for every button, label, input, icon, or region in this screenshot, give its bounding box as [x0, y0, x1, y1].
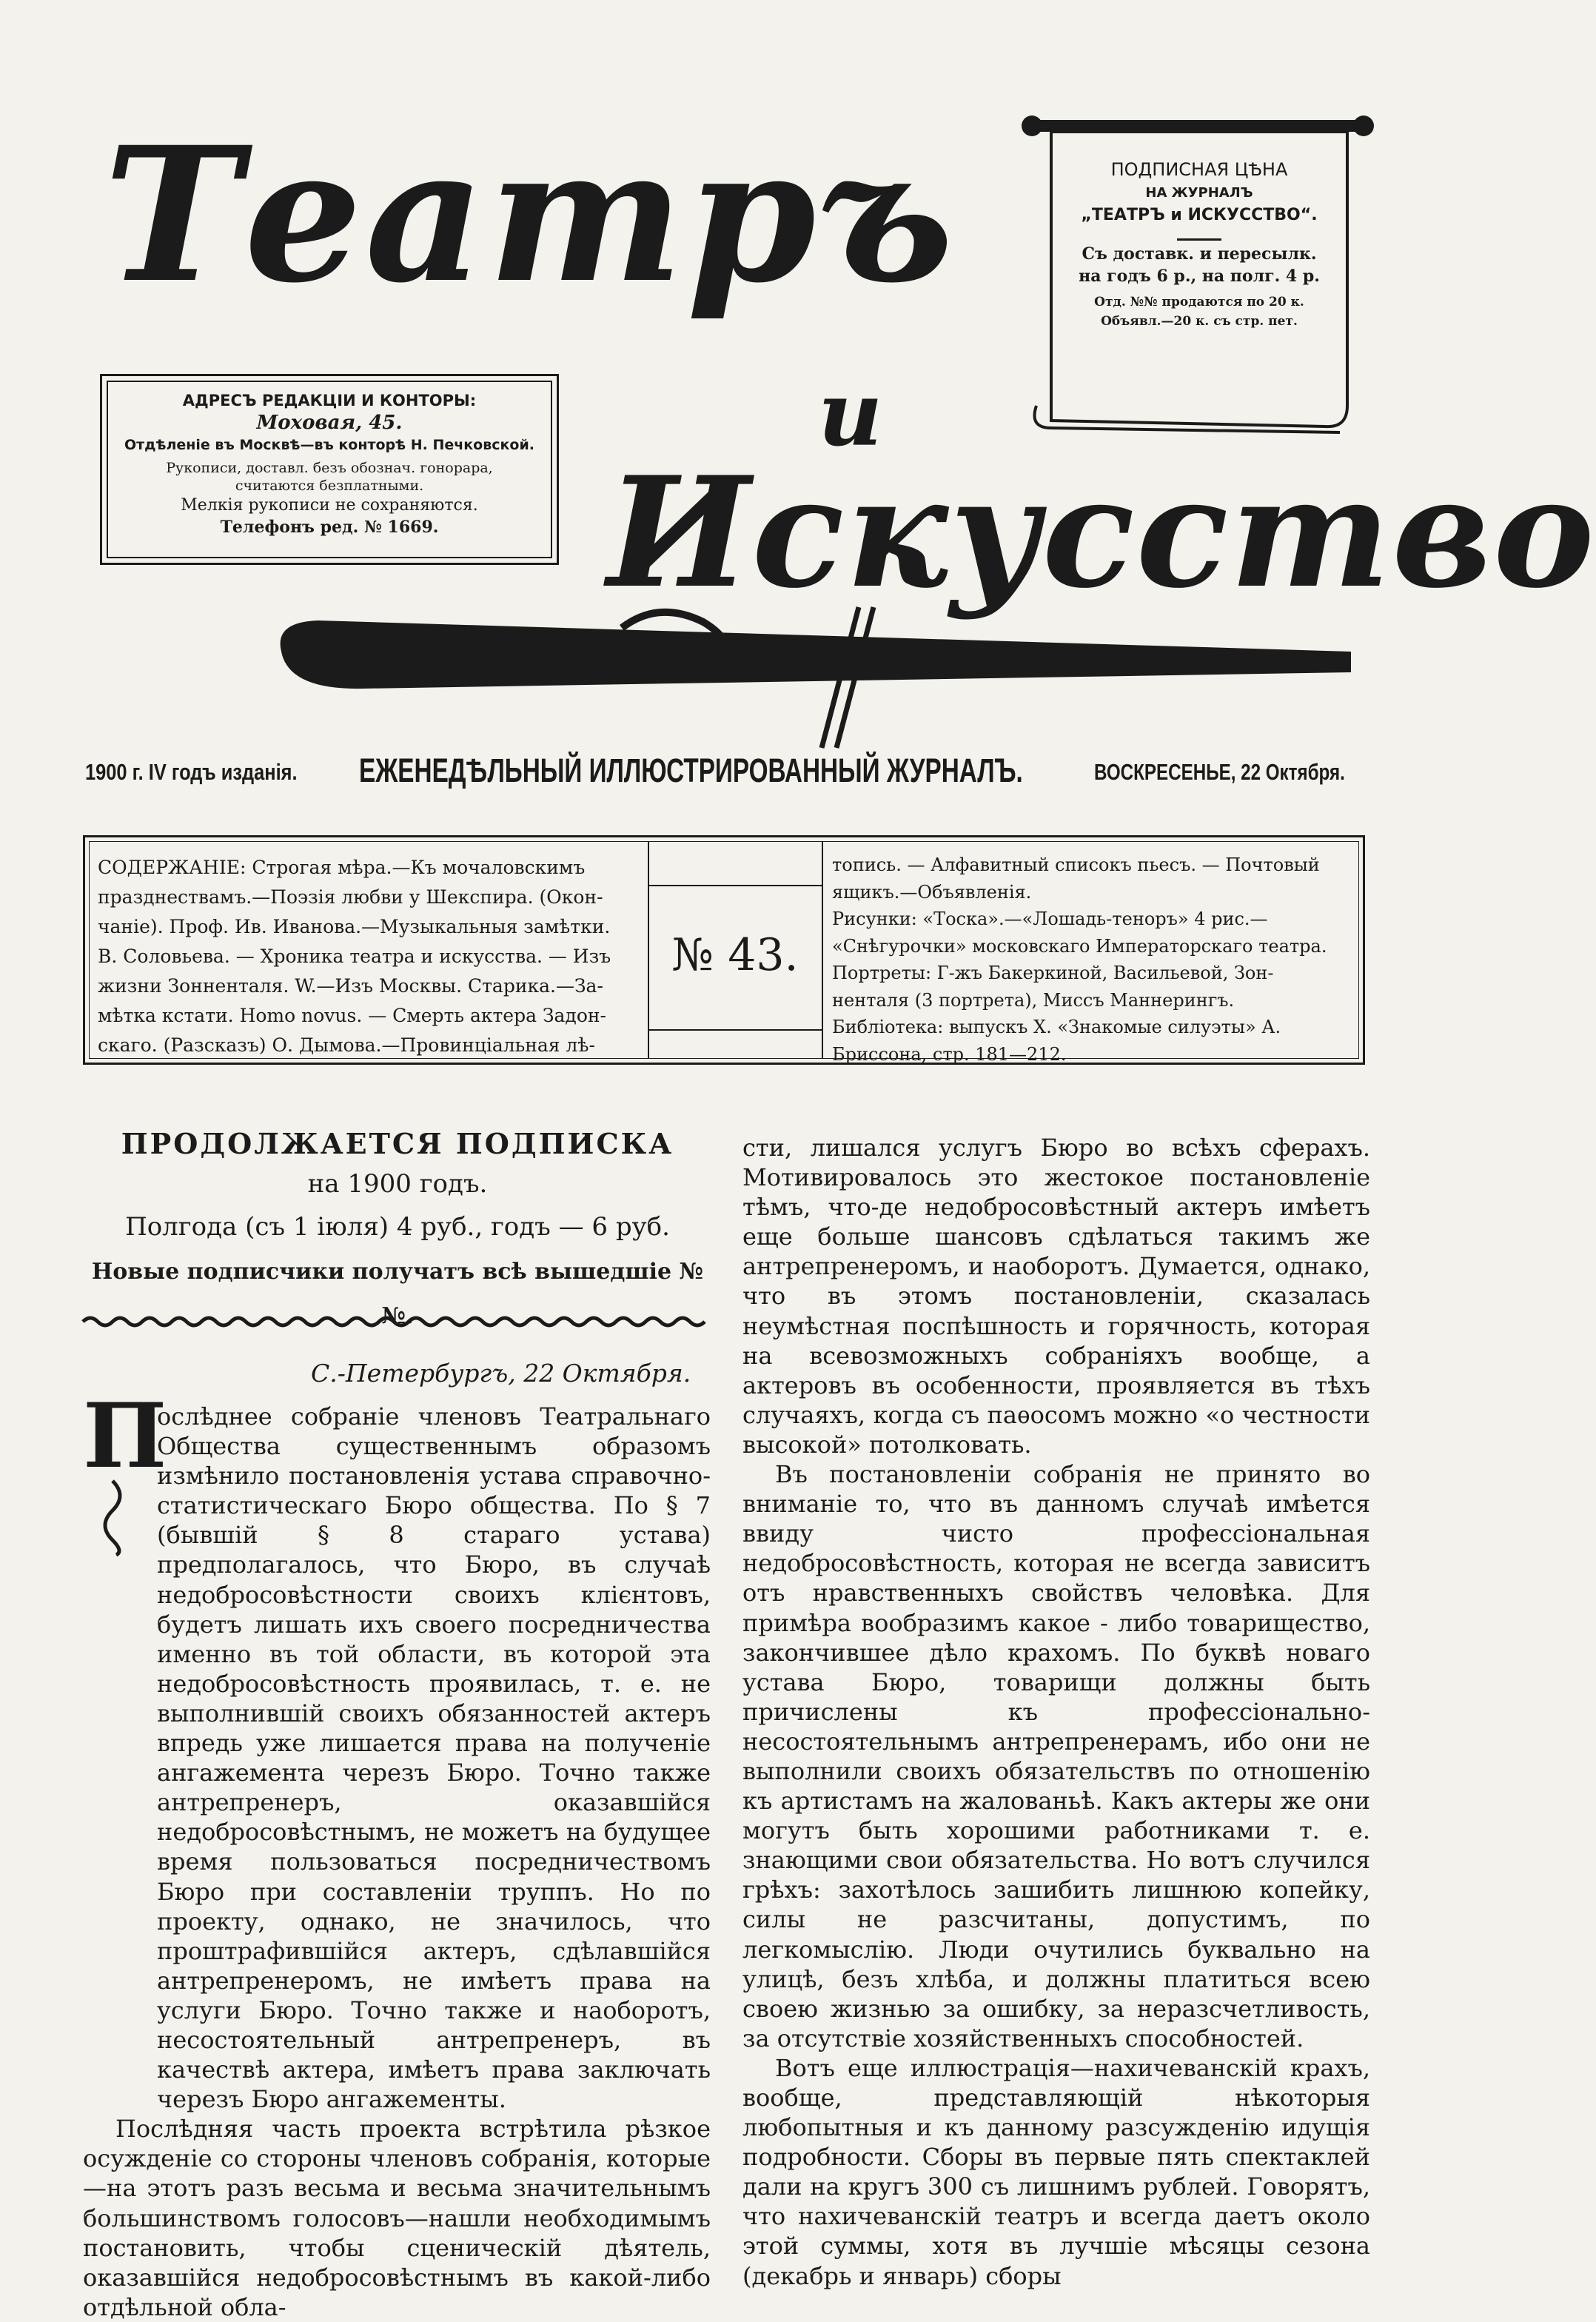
- scroll-knob-left: [1022, 116, 1042, 136]
- title-word-theatre: Театръ: [104, 106, 957, 324]
- contents-divider-left: [648, 841, 649, 1059]
- contents-divider-right: [822, 841, 823, 1059]
- subscription-notice: [83, 1124, 712, 1339]
- address-manuscripts-free: считаются безплатными.: [235, 478, 424, 495]
- flourish-swash: [281, 620, 1351, 689]
- article-dateline: С.-Петербургъ, 22 Октября.: [311, 1359, 691, 1388]
- address-moscow-office: Отдѣленіе въ Москвѣ—въ конторѣ Н. Печковской.: [124, 437, 534, 454]
- title-flourish-ornament: [274, 607, 1355, 755]
- contents-left-line: мѣтка кстати. Homo novus. — Смерть актера Задон-: [98, 1005, 606, 1026]
- price-heading: ПОДПИСНАЯ ЦѢНА: [1110, 159, 1288, 180]
- article-right-column: [742, 1133, 1370, 2291]
- subscription-note: Новые подписчики получатъ всѣ вышедшіе №№.: [91, 1259, 704, 1329]
- title-word-art: Искусство: [607, 444, 1596, 622]
- address-small-manuscripts: Мелкія рукописи не сохраняются.: [181, 496, 478, 515]
- contents-right-line: ненталя (3 портрета), Миссъ Маннерингъ.: [832, 989, 1235, 1011]
- dateline-subtitle: ЕЖЕНЕДѢЛЬНЫЙ ИЛЛЮСТРИРОВАННЫЙ ЖУРНАЛЪ.: [359, 752, 1023, 789]
- issue-number-rule-top: [648, 885, 822, 886]
- address-manuscripts-note: Рукописи, доставл. безъ обознач. гонорара,: [166, 459, 493, 476]
- contents-left-line: В. Соловьева. — Хроника театра и искусства. — Изъ: [98, 946, 611, 967]
- subscription-price: Полгода (съ 1 іюля) 4 руб., годъ — 6 руб.: [125, 1212, 670, 1242]
- address-heading: АДРЕСЪ РЕДАКЦІИ И КОНТОРЫ:: [182, 392, 477, 409]
- price-delivery-label: Съ доставк. и пересылк.: [1082, 244, 1317, 264]
- issue-number-rule-bottom: [648, 1029, 822, 1031]
- subscription-heading: ПРОДОЛЖАЕТСЯ ПОДПИСКА: [121, 1127, 674, 1160]
- contents-right-line: ящикъ.—Объявленія.: [832, 881, 1032, 903]
- address-box: [100, 374, 559, 565]
- contents-left-line: скаго. (Разсказъ) О. Дымова.—Провинціальная лѣ-: [98, 1034, 595, 1056]
- contents-left-column: [98, 853, 642, 1060]
- dateline-year: 1900 г. IV годъ изданія.: [85, 759, 298, 785]
- contents-right-line: Рисунки: «Тоска».—«Лошадь-теноръ» 4 рис.—: [832, 909, 1268, 929]
- article-left-column: [83, 1402, 711, 2322]
- price-journal-label: НА ЖУРНАЛЪ: [1145, 185, 1253, 201]
- contents-right-line: Библіотека: выпускъ X. «Знакомые силуэты» А.: [832, 1017, 1281, 1037]
- contents-right-line: Портреты: Г-жъ Бакеркиной, Васильевой, Зон-: [832, 963, 1274, 983]
- contents-left-line: жизни Зонненталя. W.—Изъ Москвы. Старика.—За-: [98, 975, 603, 997]
- article-paragraph: Въ постановленіи собранія не принято во вниманіе то, что въ данномъ случаѣ имѣется ввиду чисто профессіональная недобросовѣстность, которая не всегда зависитъ отъ нравственныхъ свойствъ человѣка. Для примѣра вообразимъ какое - либо товарищество, закончившее дѣло крахомъ. По буквѣ новаго устава Бюро, товарищи должны быть причислены къ профессіонально-несостоятельнымъ антрепренерамъ, ибо они не выполнили своихъ обязательствъ по отношенію къ артистамъ на жалованьѣ. Какъ актеры же они могутъ быть хорошими работниками т. е. знающими свои обязательства. Но вотъ случился грѣхъ: захотѣлось зашибить лишнюю копейку, силы не разсчитаны, допустимъ, по легкомыслію. Люди очутились буквально на улицѣ, безъ хлѣба, и должны платиться всею своею жизнью за ошибку, за неразсчетливость, за отсутствіе хозяйственныхъ способностей.: [742, 1460, 1370, 2052]
- article-paragraph: ослѣднее собраніе членовъ Театральнаго Общества существеннымъ образомъ измѣнило постановленія устава справочно-статистическаго Бюро общества. По § 7 (бывшій § 8 стараго устава) предполагалось, что Бюро, въ случаѣ недобросовѣстности своихъ клієнтовъ, будетъ лишать ихъ своего посредничества именно въ той области, въ которой эта недобросовѣстность проявилась, т. е. не выполнившій своихъ обязанностей актеръ впредь уже лишается права на полученіе ангажемента черезъ Бюро. Точно также антрепренеръ, оказавшійся недобросовѣстнымъ, не можетъ на будущее время пользоваться посредничествомъ Бюро при составленіи труппъ. Но по проекту, однако, не значилось, что проштрафившійся актеръ, сдѣлавшійся антрепренеромъ, не имѣетъ права на услуги Бюро. Точно также и наоборотъ, несостоятельный антрепренеръ, въ качествѣ актера, имѣетъ права заключать черезъ Бюро ангажементы.: [157, 1402, 711, 2114]
- contents-left-line: СОДЕРЖАНІЕ: Строгая мѣра.—Къ мочаловскимъ: [98, 857, 586, 878]
- address-street: Моховая, 45.: [256, 412, 403, 435]
- issue-number: № 43.: [671, 929, 799, 981]
- subscription-year: на 1900 годъ.: [307, 1169, 488, 1199]
- article-paragraph: Послѣдняя часть проекта встрѣтила рѣзкое осужденіе со стороны членовъ собранія, которые—на этотъ разъ весьма и весьма значительнымъ большинствомъ голосовъ—нашли необходимымъ постановить, чтобы сценическій дѣятель, оказавшійся недобросовѣстнымъ въ какой-либо отдѣльной обла-: [83, 2115, 711, 2321]
- contents-right-line: «Снѣгурочки» московскаго Императорскаго театра.: [832, 935, 1327, 957]
- wavy-divider-ornament: [83, 1314, 708, 1329]
- scroll-knob-right: [1353, 116, 1374, 136]
- address-telephone: Телефонъ ред. № 1669.: [220, 517, 439, 537]
- article-paragraph: сти, лишался услугъ Бюро во всѣхъ сферахъ. Мотивировалось это жестокое постановленіе тѣмъ, что-де недобросовѣстный актеръ имѣетъ еще больше шансовъ сдѣлаться такимъ же антрепренеромъ, и наоборотъ. Думается, однако, что въ этомъ постановленіи, сказалась неумѣстная поспѣшность и горячность, которая на всевозможныхъ собраніяхъ вообще, а актеровъ въ особенности, проявляется въ тѣхъ случаяхъ, когда съ паѳосомъ можно «о честности высокой» потолковать.: [742, 1134, 1370, 1459]
- contents-right-line: Бриссона, стр. 181—212.: [832, 1043, 1067, 1065]
- price-advertising: Объявл.—20 к. съ стр. пет.: [1101, 314, 1298, 329]
- drop-cap-letter: П: [83, 1384, 167, 1488]
- contents-right-line: топись. — Алфавитный списокъ пьесъ. — Почтовый: [832, 854, 1320, 875]
- dateline-date: ВОСКРЕСЕНЬЕ, 22 Октября.: [1094, 759, 1345, 785]
- price-journal-name: „ТЕАТРЪ и ИСКУССТВО“.: [1081, 206, 1318, 224]
- wavy-divider-line: [83, 1318, 705, 1325]
- contents-right-column: [832, 851, 1358, 1068]
- price-single-issue: Отд. №№ продаются по 20 к.: [1094, 295, 1304, 310]
- title-word-and: и: [818, 362, 886, 466]
- price-box: [1055, 157, 1344, 330]
- price-divider: [1177, 238, 1221, 241]
- article-paragraph: Вотъ еще иллюстрація—нахичеванскій крахъ, вообще, представляющій нѣкоторыя любопытныя и къ данному разсужденію идущія подробности. Сборы въ первые пять спектаклей дали на кругъ 300 съ лишнимъ рублей. Говорятъ, что нахичеванскій театръ и всегда даетъ около этой суммы, хотя въ лучшіе мѣсяцы сезона (декабрь и январь) сборы: [742, 2053, 1370, 2290]
- scroll-rod-top: [1026, 120, 1367, 132]
- contents-left-line: празднествамъ.—Поэзія любви у Шекспира. (Окон-: [98, 886, 603, 908]
- contents-left-line: чаніе). Проф. Ив. Иванова.—Музыкальныя замѣтки.: [98, 916, 611, 937]
- price-amounts: на годъ 6 р., на полг. 4 р.: [1079, 267, 1320, 286]
- scroll-curl-bottom: [1035, 406, 1341, 432]
